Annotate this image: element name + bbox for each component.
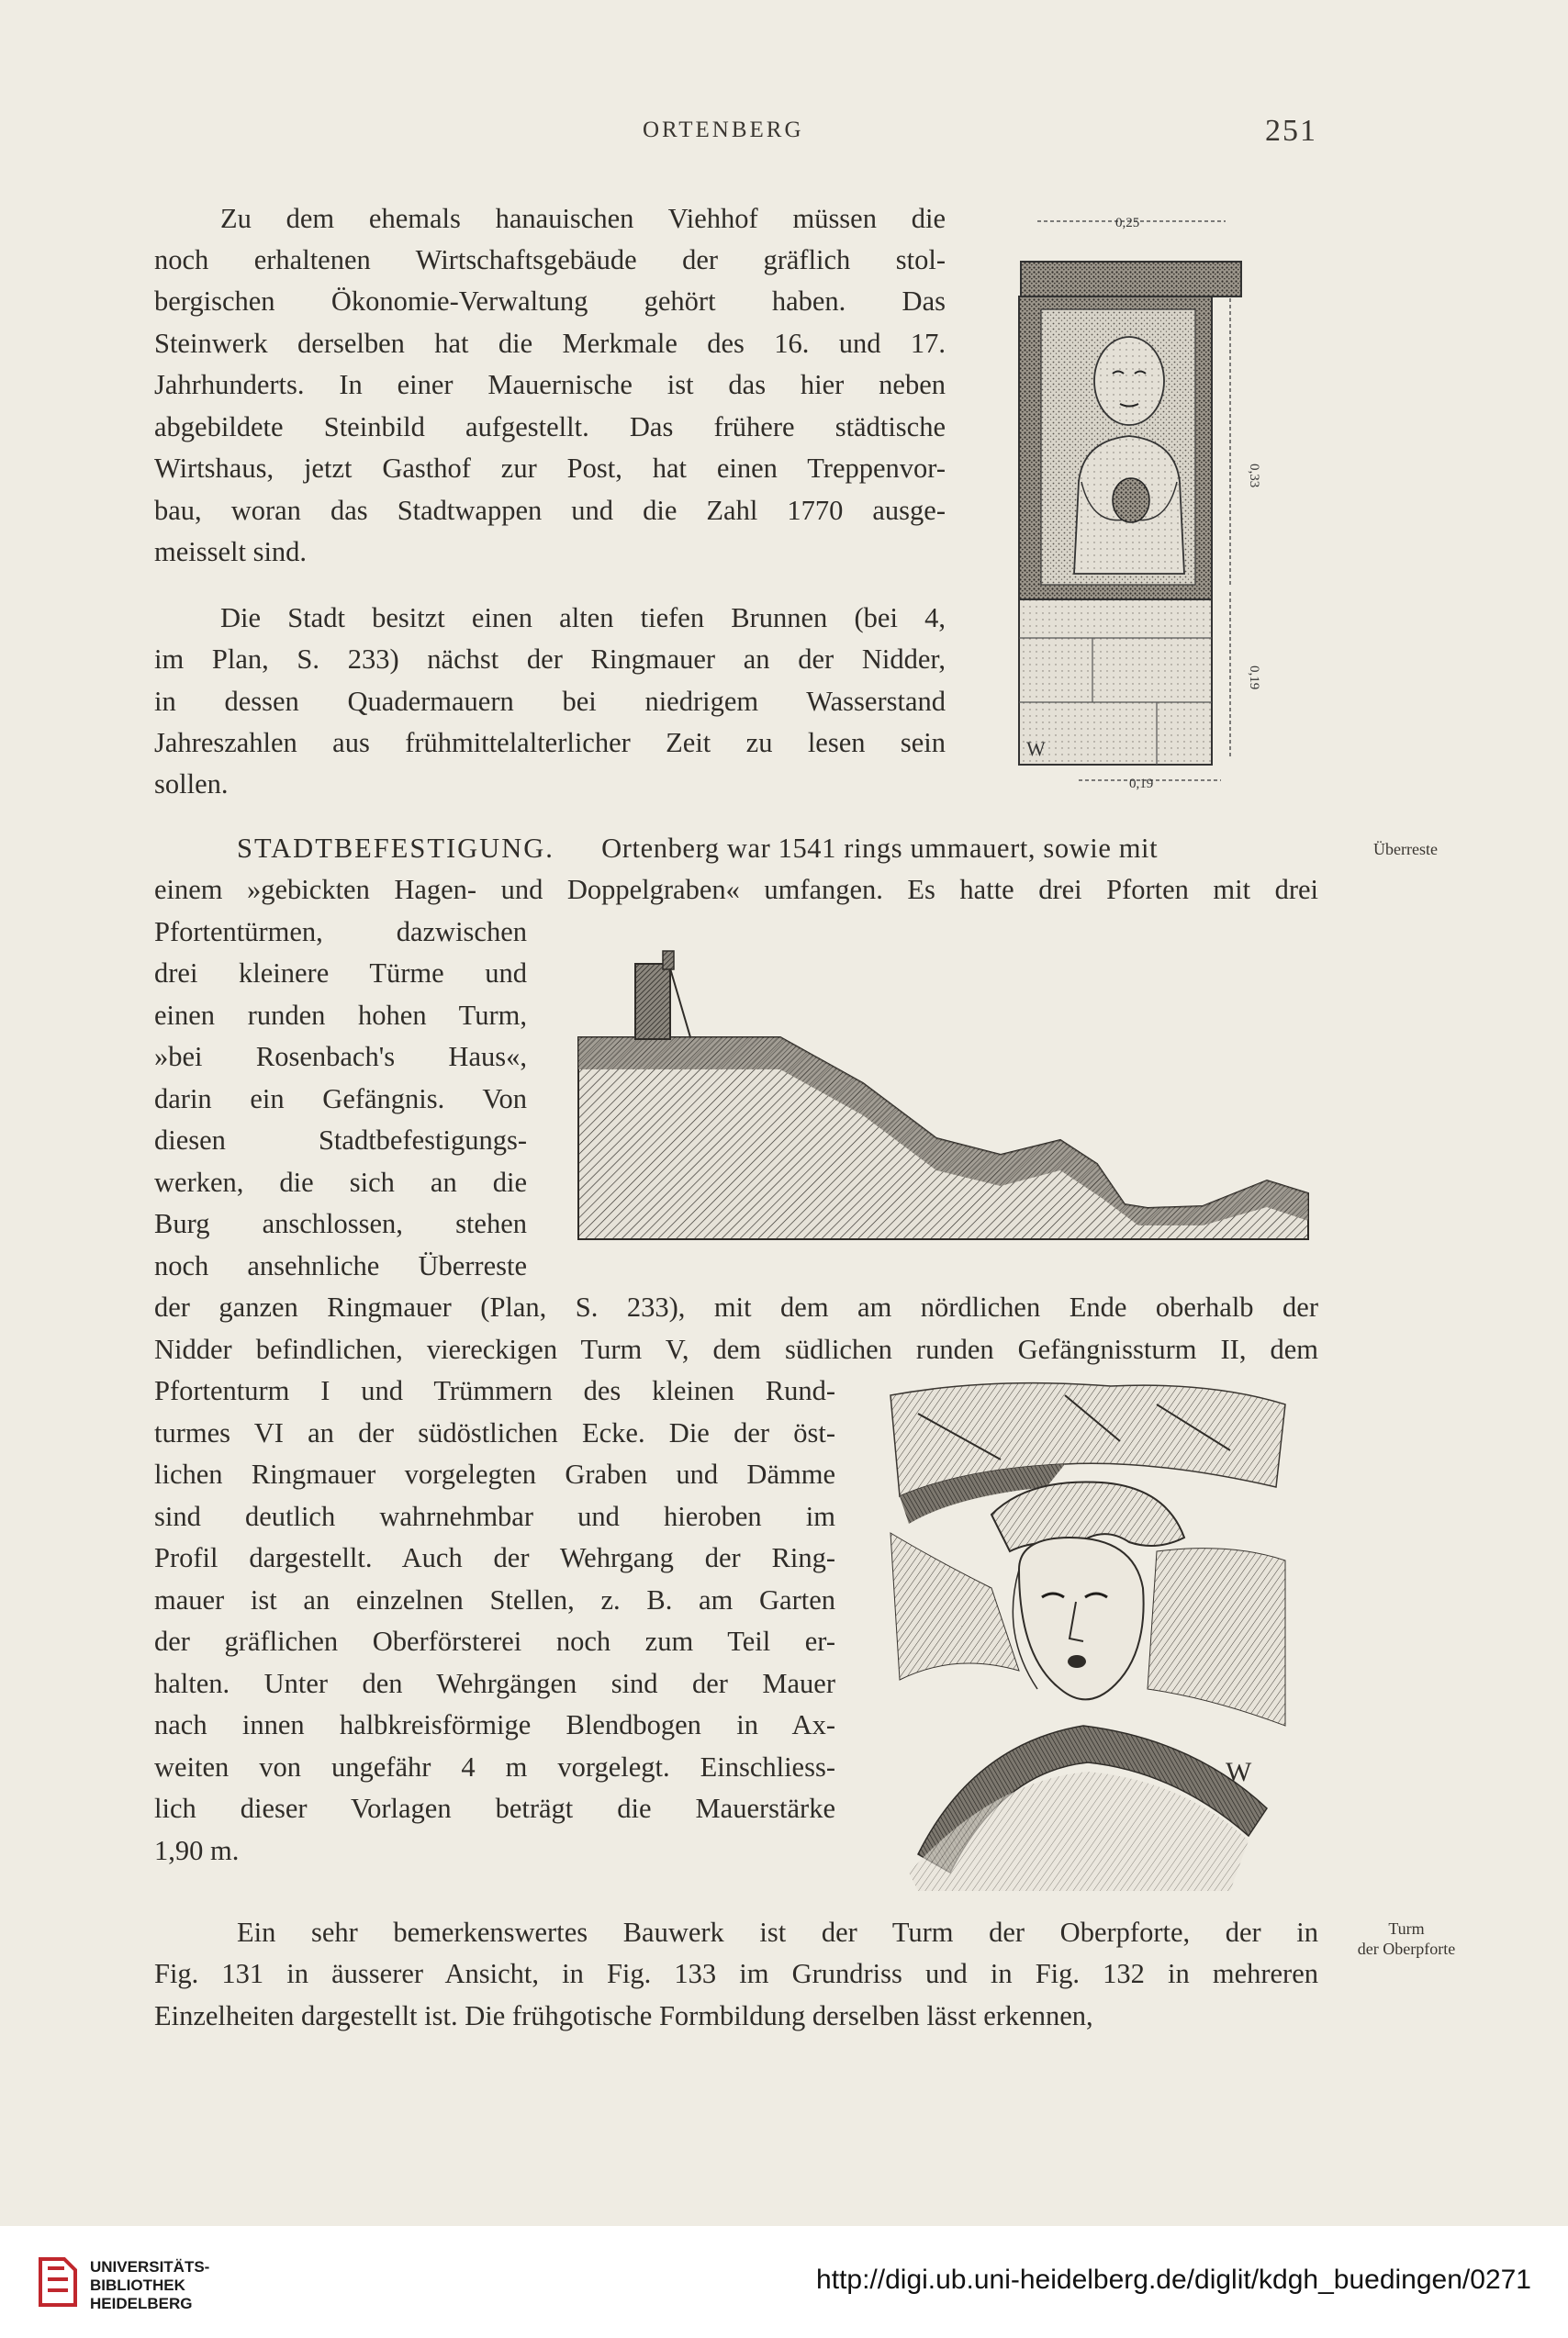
- text-line: Burg anschlossen, stehen: [154, 1208, 527, 1239]
- text-line: Ein sehr bemerkenswertes Bauwerk ist der Turm der Oberpforte, der in: [237, 1917, 1318, 1948]
- ring-wall: [635, 964, 670, 1039]
- stone-left: [890, 1533, 1019, 1680]
- niche-plinth: [1019, 599, 1212, 765]
- face-mouth: [1068, 1655, 1086, 1668]
- text-line: lichen Ringmauer vorgelegten Graben und Dämme: [154, 1459, 835, 1490]
- dimension-top-label: 0,25: [1115, 216, 1140, 230]
- section-heading: STADTBEFESTIGUNG.: [237, 833, 554, 864]
- text-line: sollen.: [154, 768, 229, 800]
- text-line: einen runden hohen Turm,: [154, 1000, 527, 1031]
- library-name-line: BIBLIOTHEK: [90, 2276, 185, 2294]
- text-line: lich dieser Vorlagen beträgt die Mauerstärke: [154, 1793, 835, 1824]
- text-line: mauer ist an einzelnen Stellen, z. B. am Garten: [154, 1584, 835, 1616]
- text-line: Jahrhunderts. In einer Mauernische ist das hier neben: [154, 369, 946, 400]
- artist-monogram: W: [1226, 1757, 1252, 1787]
- text-line: Zu dem ehemals hanauischen Viehhof müssen die: [220, 203, 946, 234]
- text-line: der ganzen Ringmauer (Plan, S. 233), mit dem am nördlichen Ende oberhalb der: [154, 1292, 1318, 1323]
- text-line: nach innen halbkreisförmige Blendbogen in Ax-: [154, 1709, 835, 1740]
- dimension-bottom-label: 0,19: [1129, 777, 1154, 791]
- text-line: Pfortenturm I und Trümmern des kleinen Rund-: [154, 1375, 835, 1406]
- marginal-note-ueberreste: Überreste: [1373, 840, 1438, 858]
- text-line: Ortenberg war 1541 rings ummauert, sowie mit: [601, 833, 1159, 864]
- text-line: im Plan, S. 233) nächst der Ringmauer an der Nidder,: [154, 643, 946, 675]
- statue-head: [1094, 337, 1164, 425]
- moat-profile-figure: [569, 945, 1317, 1248]
- text-line: noch ansehnliche Überreste: [154, 1250, 527, 1281]
- text-line: einem »gebickten Hagen- und Doppelgraben« umfangen. Es hatte drei Pforten mit drei: [154, 874, 1318, 905]
- dimension-right-upper-label: 0,33: [1247, 464, 1261, 488]
- stone-right: [1148, 1549, 1285, 1726]
- text-line: drei kleinere Türme und: [154, 957, 527, 989]
- section-first-line: [237, 832, 1320, 865]
- text-line: noch erhaltenen Wirtschaftsgebäude der gräflich stol-: [154, 244, 946, 275]
- face-keystone-figure: [881, 1377, 1313, 1900]
- text-line: Jahreszahlen aus frühmittelalterlicher Zeit zu lesen sein: [154, 727, 946, 758]
- page-number: 251: [1265, 114, 1317, 148]
- text-line: bau, woran das Stadtwappen und die Zahl 1770 ausge-: [154, 495, 946, 526]
- text-line: Steinwerk derselben hat die Merkmale des 16. und 17.: [154, 328, 946, 359]
- text-line: halten. Unter den Wehrgängen sind der Mauer: [154, 1668, 835, 1699]
- dimension-right-lower-label: 0,19: [1247, 666, 1261, 690]
- text-line: werken, die sich an die: [154, 1167, 527, 1198]
- statue-niche-figure: [964, 207, 1313, 794]
- text-line: abgebildete Steinbild aufgestellt. Das frühere städtische: [154, 411, 946, 442]
- text-line: sind deutlich wahrnehmbar und hieroben im: [154, 1501, 835, 1532]
- text-line: weiten von ungefähr 4 m vorgelegt. Einschliess-: [154, 1751, 835, 1783]
- text-line: Fig. 131 in äusserer Ansicht, in Fig. 133 im Grundriss und in Fig. 132 in mehreren: [154, 1958, 1318, 1989]
- running-header: ORTENBERG: [643, 117, 804, 142]
- marginal-note-line: Turm: [1388, 1919, 1425, 1938]
- library-name-line: HEIDELBERG: [90, 2295, 193, 2312]
- text-line: Einzelheiten dargestellt ist. Die frühgotische Formbildung derselben lässt erkennen,: [154, 2000, 1093, 2031]
- library-name: [90, 2258, 209, 2313]
- text-line: Nidder befindlichen, viereckigen Turm V, dem südlichen runden Gefängnissturm II, dem: [154, 1334, 1318, 1365]
- artist-monogram: W: [1026, 737, 1046, 760]
- niche-lintel: [1021, 262, 1241, 296]
- text-line: der gräflichen Oberförsterei noch zum Teil er-: [154, 1626, 835, 1657]
- marginal-note-turm: [1333, 1919, 1480, 1959]
- marginal-note-line: der Oberpforte: [1357, 1940, 1456, 1958]
- text-line: diesen Stadtbefestigungs-: [154, 1124, 527, 1156]
- text-line: Profil dargestellt. Auch der Wehrgang der Ring-: [154, 1542, 835, 1573]
- text-line: in dessen Quadermauern bei niedrigem Wasserstand: [154, 686, 946, 717]
- text-line: »bei Rosenbach's Haus«,: [154, 1041, 527, 1072]
- text-line: Die Stadt besitzt einen alten tiefen Brunnen (bei 4,: [220, 602, 946, 633]
- text-line: Wirtshaus, jetzt Gasthof zur Post, hat einen Treppenvor-: [154, 453, 946, 484]
- library-footer: [0, 2226, 1568, 2338]
- text-line: turmes VI an der südöstlichen Ecke. Die der öst-: [154, 1417, 835, 1449]
- library-logo-icon: [33, 2252, 84, 2312]
- statue-grapes: [1113, 478, 1149, 522]
- wall-parapet: [663, 951, 674, 969]
- text-line: darin ein Gefängnis. Von: [154, 1083, 527, 1114]
- library-name-line: UNIVERSITÄTS-: [90, 2258, 210, 2276]
- text-line: Pfortentürmen, dazwischen: [154, 916, 527, 947]
- wall-slope-line: [670, 968, 690, 1037]
- stone-top: [890, 1383, 1285, 1496]
- text-line: bergischen Ökonomie-Verwaltung gehört haben. Das: [154, 285, 946, 317]
- source-url-link[interactable]: http://digi.ub.uni-heidelberg.de/diglit/kdgh_buedingen/0271: [816, 2265, 1531, 2295]
- carved-face: [1019, 1538, 1144, 1699]
- text-line: 1,90 m.: [154, 1835, 240, 1866]
- text-line: meisselt sind.: [154, 536, 308, 567]
